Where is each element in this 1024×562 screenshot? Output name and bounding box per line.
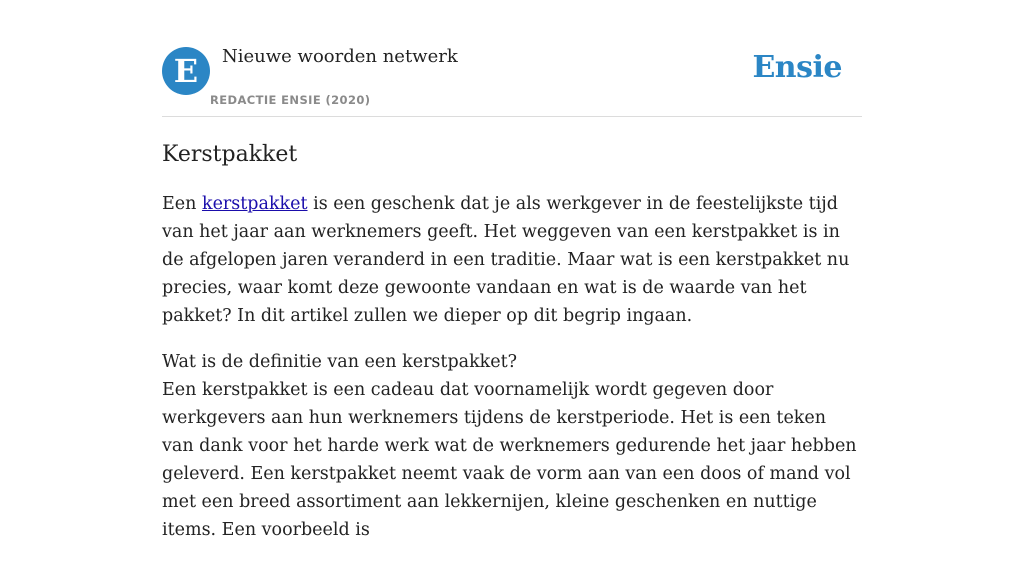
intro-text-before-link: Een: [162, 194, 202, 214]
intro-paragraph: [162, 190, 862, 330]
site-header: [162, 0, 862, 117]
kerstpakket-link[interactable]: kerstpakket: [201, 194, 308, 214]
intro-text-after-link: is een geschenk dat je als werkgever in de feestelijkste tijd van het jaar aan werknemers geeft. Het weggeven van een kerstpakket is in de afgelopen jaren veranderd in een traditie. Maar wat is een kerstpakket nu precies, waar komt deze gewoonte vandaan en wat is de waarde van het pakket? In dit artikel zullen we dieper op dit begrip ingaan.: [162, 194, 850, 326]
author-label: REDACTIE ENSIE (2020): [210, 93, 371, 107]
network-title[interactable]: Nieuwe woorden netwerk: [222, 46, 458, 67]
section-paragraph: Een kerstpakket is een cadeau dat voornamelijk wordt gegeven door werkgevers aan hun werknemers tijdens de kerstperiode. Het is een teken van dank voor het harde werk wat de werknemers gedurende het jaar hebben geleverd. Een kerstpakket neemt vaak de vorm aan van een doos of mand vol met een breed assortiment aan lekkernijen, kleine geschenken en nuttige items. Een voorbeeld is: [162, 380, 857, 540]
article: [162, 140, 862, 562]
brand-logo[interactable]: Ensie: [752, 50, 842, 85]
section-heading: Wat is de definitie van een kerstpakket?: [162, 352, 518, 372]
network-logo-icon[interactable]: E: [162, 47, 210, 95]
page-title: Kerstpakket: [162, 142, 298, 167]
